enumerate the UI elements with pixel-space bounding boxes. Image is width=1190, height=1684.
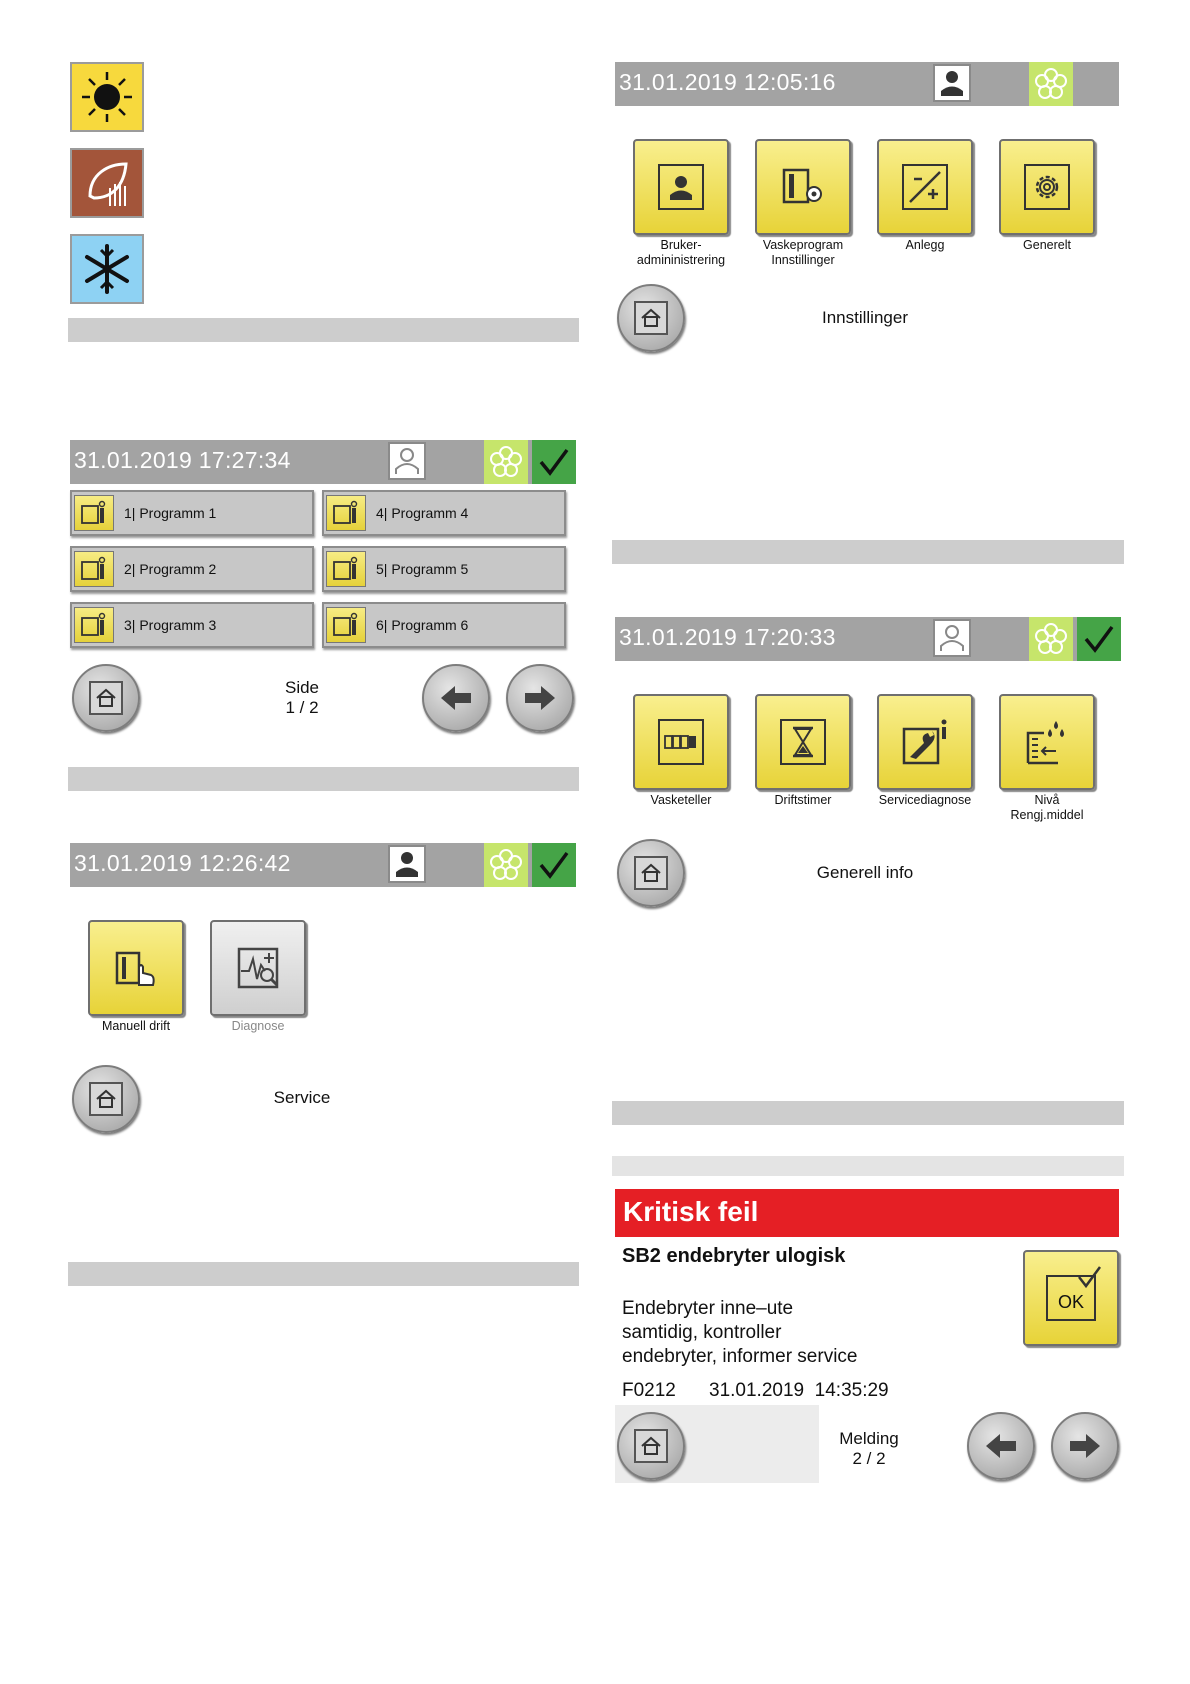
ok-label: OK [1057, 1291, 1084, 1312]
program-button-5[interactable] [322, 546, 566, 592]
wash-counter-button[interactable] [633, 694, 729, 790]
prev-message-button[interactable] [967, 1412, 1035, 1480]
screen-title: Innstillinger [822, 308, 908, 327]
detergent-level-button[interactable] [999, 694, 1095, 790]
separator [612, 1101, 1124, 1125]
error-datetime: 31.01.2019 14:35:29 [709, 1380, 889, 1401]
arrow-left-icon [984, 1432, 1018, 1460]
diagnose-button[interactable] [210, 920, 306, 1016]
home-icon [634, 856, 668, 890]
separator [68, 318, 579, 342]
program-icon [74, 495, 114, 531]
user-icon[interactable] [388, 845, 426, 883]
separator [68, 767, 579, 791]
program-label: 2| Programm 2 [124, 561, 217, 577]
message-indicator [821, 1429, 917, 1469]
tile-label: Generelt [1023, 238, 1071, 252]
tile-label: Servicediagnose [878, 793, 972, 807]
service-diagnose-button[interactable] [877, 694, 973, 790]
plant-button[interactable] [877, 139, 973, 235]
wash-program-settings-button[interactable] [755, 139, 851, 235]
flower-status-icon [1029, 62, 1073, 106]
general-info-panel [615, 617, 1125, 917]
home-icon [634, 1429, 668, 1463]
tile-label: Diagnose [231, 1019, 285, 1033]
operating-hours-button[interactable] [755, 694, 851, 790]
frost-mode-icon [70, 234, 144, 304]
general-settings-button[interactable] [999, 139, 1095, 235]
program-panel [70, 440, 580, 740]
ok-check-icon [1046, 1275, 1096, 1321]
datetime: 31.01.2019 12:05:16 [619, 69, 836, 95]
program-button-6[interactable] [322, 602, 566, 648]
program-icon [326, 495, 366, 531]
tile-label: Anlegg [905, 238, 945, 252]
check-status-icon [1077, 617, 1121, 661]
program-label: 3| Programm 3 [124, 617, 217, 633]
user-icon[interactable] [388, 442, 426, 480]
arrow-right-icon [1068, 1432, 1102, 1460]
user-icon[interactable] [933, 64, 971, 102]
error-description [622, 1297, 858, 1369]
screen-title: Service [273, 1088, 331, 1107]
home-icon [89, 681, 123, 715]
check-status-icon [532, 843, 576, 887]
flower-status-icon [484, 440, 528, 484]
tile-label: Bruker- admininistrering [636, 238, 726, 267]
program-button-1[interactable] [70, 490, 314, 536]
settings-panel [615, 62, 1125, 362]
tile-label: Nivå Rengj.middel [1010, 793, 1084, 822]
program-label: 6| Programm 6 [376, 617, 469, 633]
ok-button[interactable] [1023, 1250, 1119, 1346]
separator [612, 1156, 1124, 1176]
home-button[interactable] [617, 1412, 685, 1480]
service-panel [70, 843, 580, 1143]
home-button[interactable] [617, 839, 685, 907]
tile-label: Manuell drift [101, 1019, 171, 1033]
user-icon[interactable] [933, 619, 971, 657]
program-button-2[interactable] [70, 546, 314, 592]
program-label: 1| Programm 1 [124, 505, 217, 521]
error-header [615, 1189, 1119, 1237]
message-number: 2 / 2 [852, 1449, 886, 1468]
tile-label: Driftstimer [774, 793, 832, 807]
datetime: 31.01.2019 17:20:33 [619, 624, 836, 650]
counter-icon [658, 719, 704, 765]
program-label: 4| Programm 4 [376, 505, 469, 521]
program-button-3[interactable] [70, 602, 314, 648]
flower-status-icon [1029, 617, 1073, 661]
wrench-info-icon [900, 717, 950, 767]
next-page-button[interactable] [506, 664, 574, 732]
home-icon [89, 1082, 123, 1116]
home-button[interactable] [617, 284, 685, 352]
screen-title: Generell info [816, 863, 914, 882]
program-icon [74, 607, 114, 643]
program-icon [326, 551, 366, 587]
diagnose-icon [235, 945, 281, 991]
program-icon [326, 607, 366, 643]
gear-icon [1024, 164, 1070, 210]
arrow-right-icon [523, 684, 557, 712]
user-admin-button[interactable] [633, 139, 729, 235]
tile-label: Vaskeprogram Innstillinger [762, 238, 844, 267]
home-button[interactable] [72, 664, 140, 732]
next-message-button[interactable] [1051, 1412, 1119, 1480]
manual-mode-button[interactable] [88, 920, 184, 1016]
program-button-4[interactable] [322, 490, 566, 536]
home-button[interactable] [72, 1065, 140, 1133]
eco-mode-icon [70, 148, 144, 218]
user-admin-icon [658, 164, 704, 210]
tile-label: Vasketeller [650, 793, 712, 807]
page-indicator [254, 678, 350, 718]
wash-program-gear-icon [780, 164, 826, 210]
error-subtitle: SB2 endebryter ulogisk [622, 1245, 846, 1267]
prev-page-button[interactable] [422, 664, 490, 732]
page-number: 1 / 2 [285, 698, 319, 717]
check-status-icon [532, 440, 576, 484]
program-icon [74, 551, 114, 587]
critical-error-panel [615, 1189, 1125, 1489]
message-label: Melding [839, 1429, 899, 1448]
error-line: samtidig, kontroller [622, 1322, 782, 1343]
home-icon [634, 301, 668, 335]
arrow-left-icon [439, 684, 473, 712]
error-line: Endebryter inne–ute [622, 1298, 794, 1319]
sun-mode-icon [70, 62, 144, 132]
page-label: Side [284, 678, 320, 697]
datetime: 31.01.2019 12:26:42 [74, 850, 291, 876]
datetime: 31.01.2019 17:27:34 [74, 447, 291, 473]
separator [68, 1262, 579, 1286]
hand-touch-icon [113, 945, 159, 991]
hourglass-icon [780, 719, 826, 765]
error-title: Kritisk feil [623, 1196, 759, 1227]
detergent-level-icon [1022, 717, 1072, 767]
flower-status-icon [484, 843, 528, 887]
error-code: F0212 [622, 1380, 676, 1401]
plant-icon [902, 164, 948, 210]
program-label: 5| Programm 5 [376, 561, 469, 577]
error-line: endebryter, informer service [622, 1346, 858, 1367]
separator [612, 540, 1124, 564]
